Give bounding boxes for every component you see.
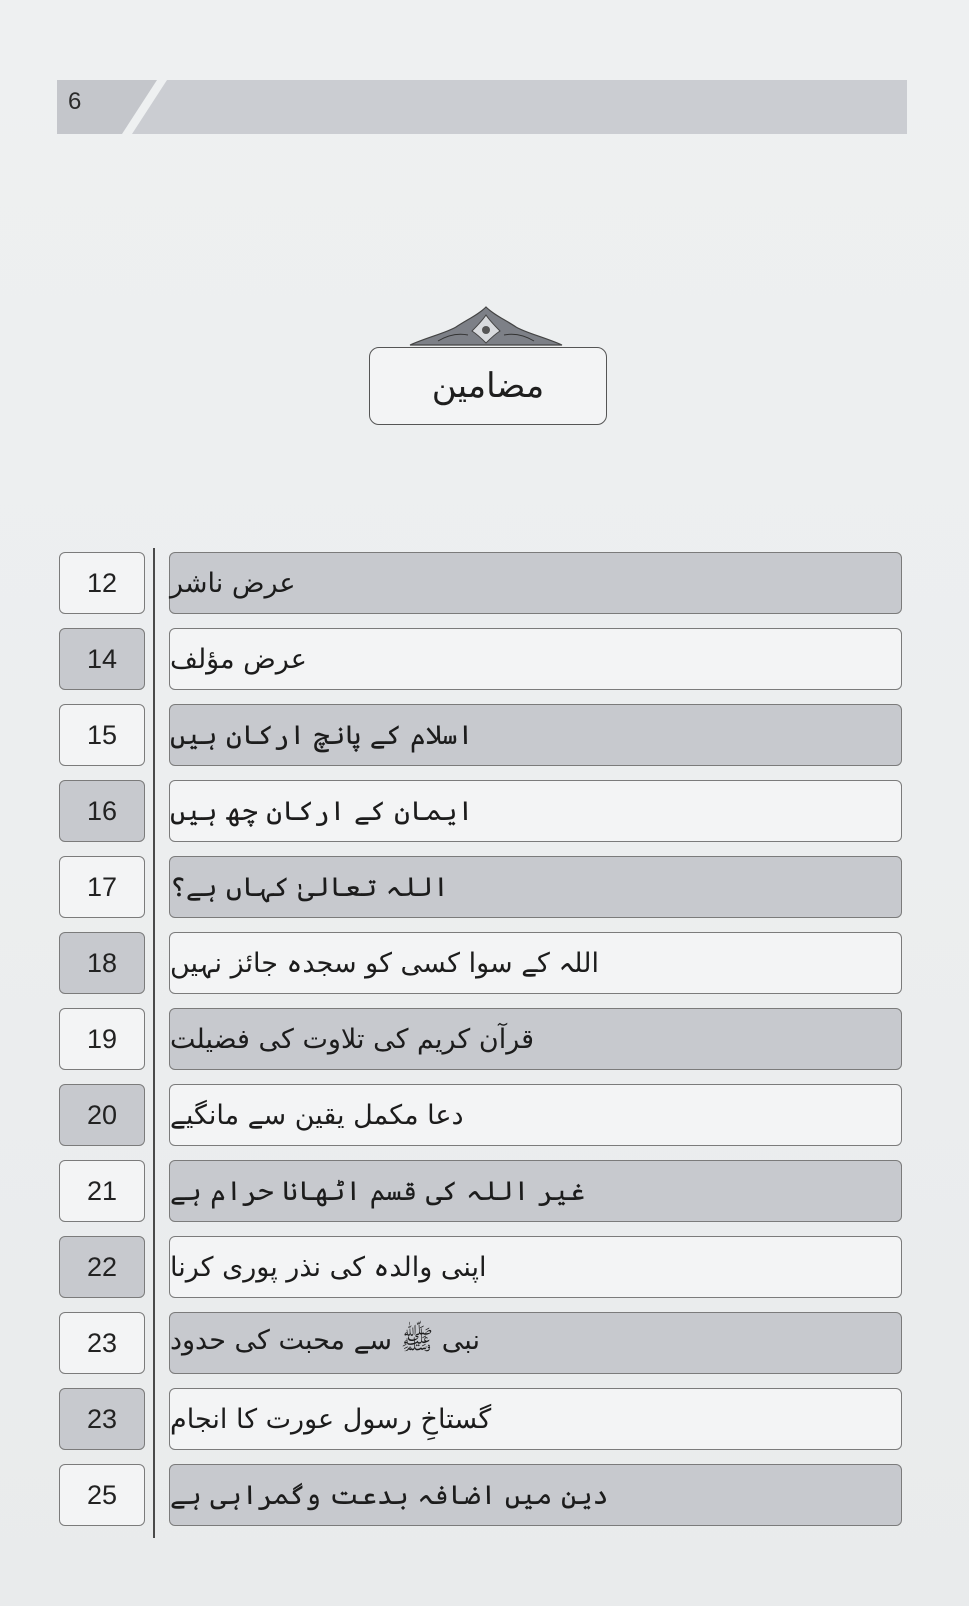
ornament-icon [408, 305, 564, 347]
toc-entry-title[interactable]: قرآن کریم کی تلاوت کی فضیلت [169, 1008, 902, 1070]
toc-row[interactable] [59, 704, 902, 766]
toc-entry-title[interactable]: عرض مؤلف [169, 628, 902, 690]
toc-page-number: 17 [59, 856, 145, 918]
toc-row[interactable] [59, 1236, 902, 1298]
toc-page-number: 14 [59, 628, 145, 690]
contents-title-box [369, 347, 607, 425]
toc-entry-title[interactable]: اسلام کے پانچ ارکان ہیں [169, 704, 902, 766]
toc-row[interactable] [59, 1084, 902, 1146]
header-band [57, 80, 907, 134]
toc-entry-title[interactable]: عرض ناشر [169, 552, 902, 614]
toc-row[interactable] [59, 932, 902, 994]
toc-row[interactable] [59, 1008, 902, 1070]
toc-entry-title[interactable]: نبی ﷺ سے محبت کی حدود [169, 1312, 902, 1374]
toc-entry-title[interactable]: دعا مکمل یقین سے مانگیے [169, 1084, 902, 1146]
toc-page-number: 20 [59, 1084, 145, 1146]
toc-entry-title[interactable]: اللہ کے سوا کسی کو سجدہ جائز نہیں [169, 932, 902, 994]
page-number: 6 [68, 88, 82, 115]
toc-row[interactable] [59, 856, 902, 918]
toc-row[interactable] [59, 552, 902, 614]
contents-title: مضامین [431, 366, 545, 406]
toc-entry-title[interactable]: گستاخِ رسول عورت کا انجام [169, 1388, 902, 1450]
toc-page-number: 23 [59, 1312, 145, 1374]
toc-row[interactable] [59, 628, 902, 690]
toc-entry-title[interactable]: ایمان کے ارکان چھ ہیں [169, 780, 902, 842]
toc-row[interactable] [59, 1312, 902, 1374]
toc-entry-title[interactable]: غیر اللہ کی قسم اٹھانا حرام ہے [169, 1160, 902, 1222]
toc-page-number: 22 [59, 1236, 145, 1298]
toc-entry-title[interactable]: اپنی والدہ کی نذر پوری کرنا [169, 1236, 902, 1298]
toc-page-number: 25 [59, 1464, 145, 1526]
toc-entry-title[interactable]: اللہ تعالیٰ کہاں ہے؟ [169, 856, 902, 918]
toc-page-number: 16 [59, 780, 145, 842]
toc-row[interactable] [59, 1160, 902, 1222]
header-band-shape [57, 80, 907, 134]
toc-row[interactable] [59, 1464, 902, 1526]
toc-page-number: 19 [59, 1008, 145, 1070]
table-of-contents [59, 552, 902, 1540]
toc-entry-title[interactable]: دین میں اضافہ بدعت وگمراہی ہے [169, 1464, 902, 1526]
toc-page-number: 23 [59, 1388, 145, 1450]
toc-page-number: 18 [59, 932, 145, 994]
toc-page-number: 21 [59, 1160, 145, 1222]
toc-row[interactable] [59, 1388, 902, 1450]
toc-page-number: 15 [59, 704, 145, 766]
toc-row[interactable] [59, 780, 902, 842]
toc-page-number: 12 [59, 552, 145, 614]
